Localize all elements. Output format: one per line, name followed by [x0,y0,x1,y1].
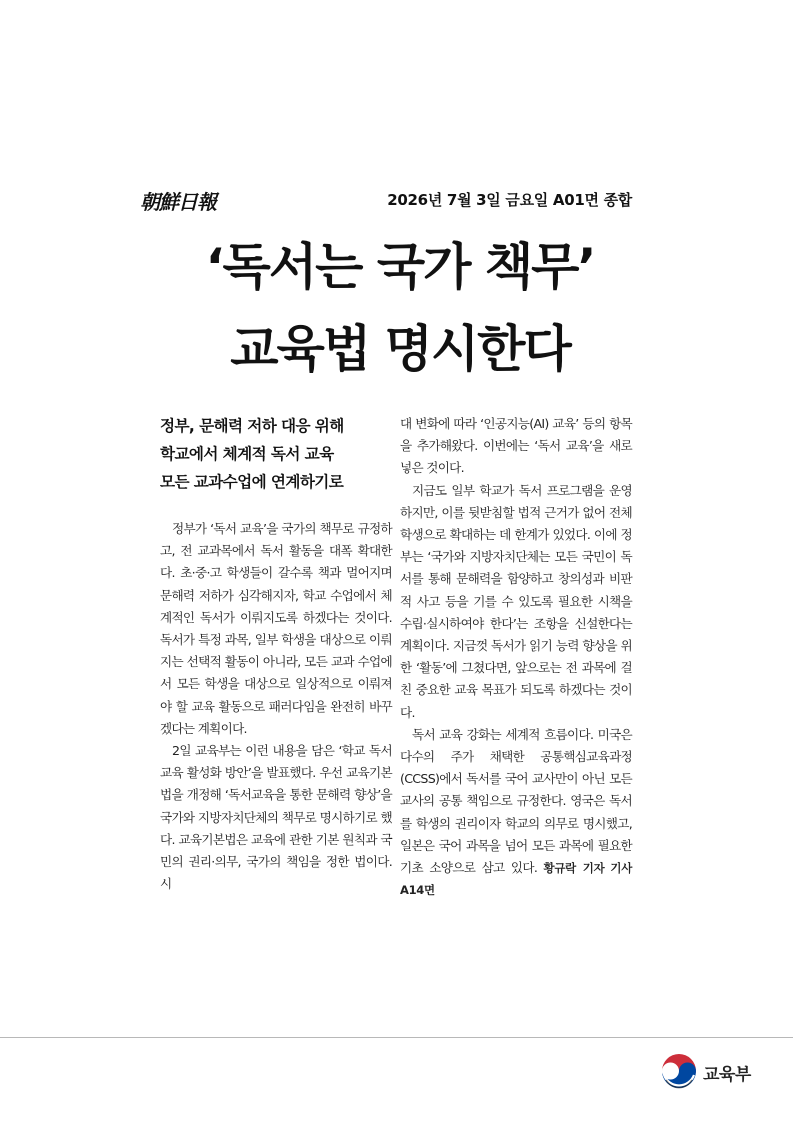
subheadline-block [160,412,392,496]
subheadline-line: 정부, 문해력 저하 대응 위해 [160,417,344,435]
subheadline-line: 학교에서 체계적 독서 교육 [160,445,334,463]
article-column-left [160,412,392,895]
article-column-right [400,413,632,901]
body-paragraph: 지금도 일부 학교가 독서 프로그램을 운영하지만, 이를 뒷받침할 법적 근거가 없어 전체 학생으로 확대하는 데 한계가 있었다. 이에 정부는 ‘국가와 지방자치단체는 모든 국민이 독서를 통해 문해력을 함양하고 창의성과 비판적 사고 등을 기를 수 있도록 필요한 시책을 수립·실시하여야 한다’는 조항을 신설한다는 계획이다. 지금껏 독서가 읽기 능력 향상을 위한 ‘활동’에 그쳤다면, 앞으로는 전 과목에 걸친 중요한 교육 목표가 되도록 하겠다는 것이다. [400,482,632,720]
body-paragraph-continued: 대 변화에 따라 ‘인공지능(AI) 교육’ 등의 항목을 추가해왔다. 이번에는 ‘독서 교육’을 새로 넣은 것이다. [400,416,632,476]
body-paragraph: 정부가 ‘독서 교육’을 국가의 책무로 규정하고, 전 교과목에서 독서 활동을 대폭 확대한다. 초·중·고 학생들이 갈수록 책과 멀어지며 문해력 저하가 심각해지자, 학교 수업에서 체계적인 독서가 이뤄지도록 하겠다는 것이다. 독서가 특정 과목, 일부 학생을 대상으로 이뤄지는 선택적 활동이 아니라, 모든 교과 수업에서 모든 학생을 대상으로 일상적으로 이뤄져야 할 교육 활동으로 패러다임을 완전히 바꾸겠다는 계획이다. [160,521,392,736]
footer-divider [0,1037,793,1038]
ministry-name: 교육부 [703,1065,751,1085]
body-paragraph: 2일 교육부는 이런 내용을 담은 ‘학교 독서교육 활성화 방안’을 발표했다. 우선 교육기본법을 개정해 ‘독서교육을 통한 문해력 향상’을 국가와 지방자치단체의 책무로 명시하기로 했다. 교육기본법은 교육에 관한 기본 원칙과 국민의 권리·의무, 국가의 책임을 정한 법이다. 시 [160,743,392,892]
newspaper-logo: 朝鮮日報 [140,190,216,214]
masthead [140,186,640,214]
headline [100,226,700,390]
body-paragraph-last [400,724,632,902]
subheadline-line: 모든 교과수업에 연계하기로 [160,473,344,491]
taegeuk-emblem-icon [661,1053,697,1089]
headline-line-2: 교육법 명시한다 [230,320,570,378]
page-reference: 기사 A14면 [400,861,633,898]
dateline: 2026년 7월 3일 금요일 A01면 종합 [387,191,632,209]
body-text: 독서 교육 강화는 세계적 흐름이다. 미국은 다수의 주가 채택한 공통핵심교육과정(CCSS)에서 독서를 국어 교사만이 아닌 모든 교사의 공통 책임으로 규정한다. 영국은 독서를 학생의 권리이자 학교의 의무로 명시했고, 일본은 국어 과목을 넘어 모든 과목에 필요한 기초 소양으로 삼고 있다. [400,726,632,876]
ministry-logo [661,1053,771,1089]
reporter-name: 황규락 기자 [543,861,605,876]
headline-line-1: ‘독서는 국가 책무’ [205,238,595,296]
